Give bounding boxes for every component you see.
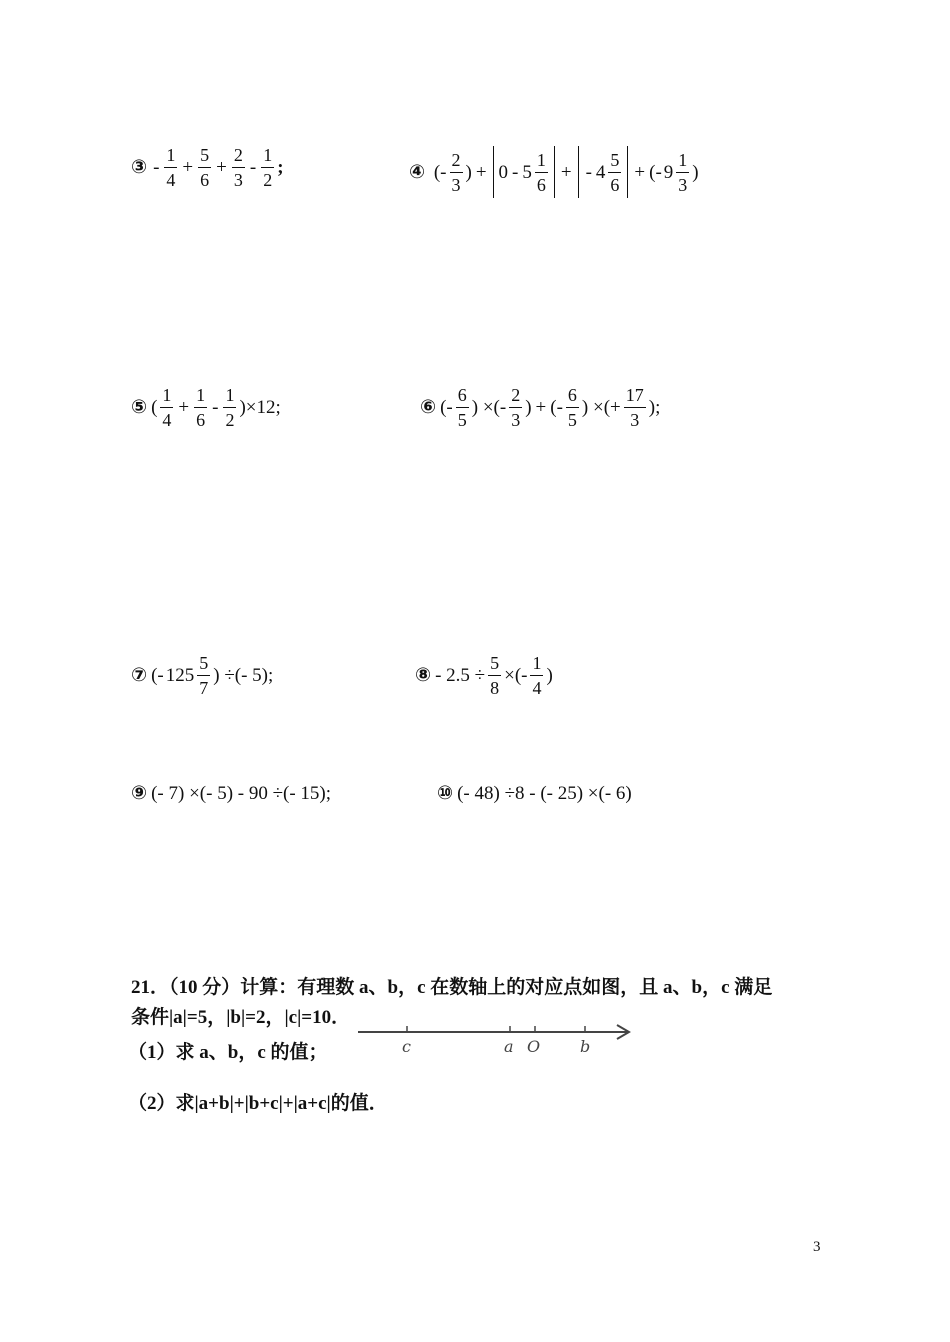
problem-5: ⑤ ( 1 4 + $\frac{1}{6}$ - 1 2 )×12; xyxy=(131,385,281,430)
problem-9: ⑨ (- 7) ×(- 5) - 90 ÷(- 15); xyxy=(131,782,332,804)
problem-7: ⑦ (- 125 5 7 ) ÷(- 5); xyxy=(131,653,274,698)
fraction: $\frac{17}{3}$ xyxy=(625,385,644,430)
number-line-figure xyxy=(355,1020,640,1062)
problem-5-number: ⑤ xyxy=(131,396,148,418)
fraction: 1 4 xyxy=(166,145,176,190)
problem-7-number: ⑦ xyxy=(131,664,148,686)
fraction: 1 4 xyxy=(162,385,172,430)
problem-6-number: ⑥ xyxy=(420,396,437,418)
problem-8-number: ⑧ xyxy=(415,664,432,686)
page-number: 3 xyxy=(813,1239,821,1255)
label-o: O xyxy=(527,1037,541,1056)
problem-10-number: ⑩ xyxy=(437,782,454,804)
fraction: 6 5 xyxy=(567,385,577,430)
problem-6: ⑥ (- 6 5 ) ×(- 2 3 ) + (- 6 5 ) ×(+ $\frac{17}{3}$ ); xyxy=(420,385,661,430)
problem-9-number: ⑨ xyxy=(131,782,148,804)
problem-4-number: ④ xyxy=(409,160,426,183)
fraction: 5 7 xyxy=(199,653,209,698)
label-c: c xyxy=(402,1037,411,1056)
label-b: b xyxy=(580,1037,591,1056)
absolute-value: - 4 5 6 xyxy=(578,146,629,198)
fraction: 5 6 xyxy=(610,149,620,195)
question-21-line2: 条件|a|=5，|b|=2，|c|=10． xyxy=(131,1007,351,1028)
fraction: 2 3 xyxy=(511,385,521,430)
problem-4: ④ (- 2 3 ) + 0 - 5 1 6 + - 4 5 6 + (- 9 1 3 ) xyxy=(409,146,700,198)
label-a: a xyxy=(504,1037,514,1056)
fraction: 1 2 xyxy=(263,145,273,190)
fraction: $\frac{1}{6}$ xyxy=(196,385,206,430)
fraction: 1 6 xyxy=(536,149,546,195)
fraction: 6 5 xyxy=(457,385,467,430)
problem-3-number: ③ xyxy=(131,156,148,178)
fraction: 1 4 xyxy=(532,653,542,698)
problem-10: ⑩ (- 48) ÷8 - (- 25) ×(- 6) xyxy=(437,782,632,804)
question-21-part1: （1）求 a、b，c 的值； xyxy=(128,1042,328,1063)
fraction: $\frac{5}{6}$ xyxy=(200,145,210,190)
fraction: 2 3 xyxy=(451,149,461,195)
fraction: 1 3 xyxy=(678,149,688,195)
problem-3: ③ - 1 4 + $\frac{5}{6}$ + $\frac{2}{3}$ - 1 2 ; xyxy=(131,145,284,190)
fraction: 1 2 xyxy=(225,385,235,430)
problem-8: ⑧ - 2.5 ÷ $\frac{5}{8}$ ×(- 1 4 ) xyxy=(415,653,553,698)
fraction: $\frac{5}{8}$ xyxy=(490,653,500,698)
fraction: $\frac{2}{3}$ xyxy=(233,145,243,190)
question-21-part2: （2）求|a+b|+|b+c|+|a+c|的值． xyxy=(128,1093,388,1114)
absolute-value: 0 - 5 1 6 xyxy=(493,146,555,198)
question-21-line1: 21．（10 分）计算：有理数 a、b，c 在数轴上的对应点如图，且 a、b，c 满足 xyxy=(131,977,773,998)
